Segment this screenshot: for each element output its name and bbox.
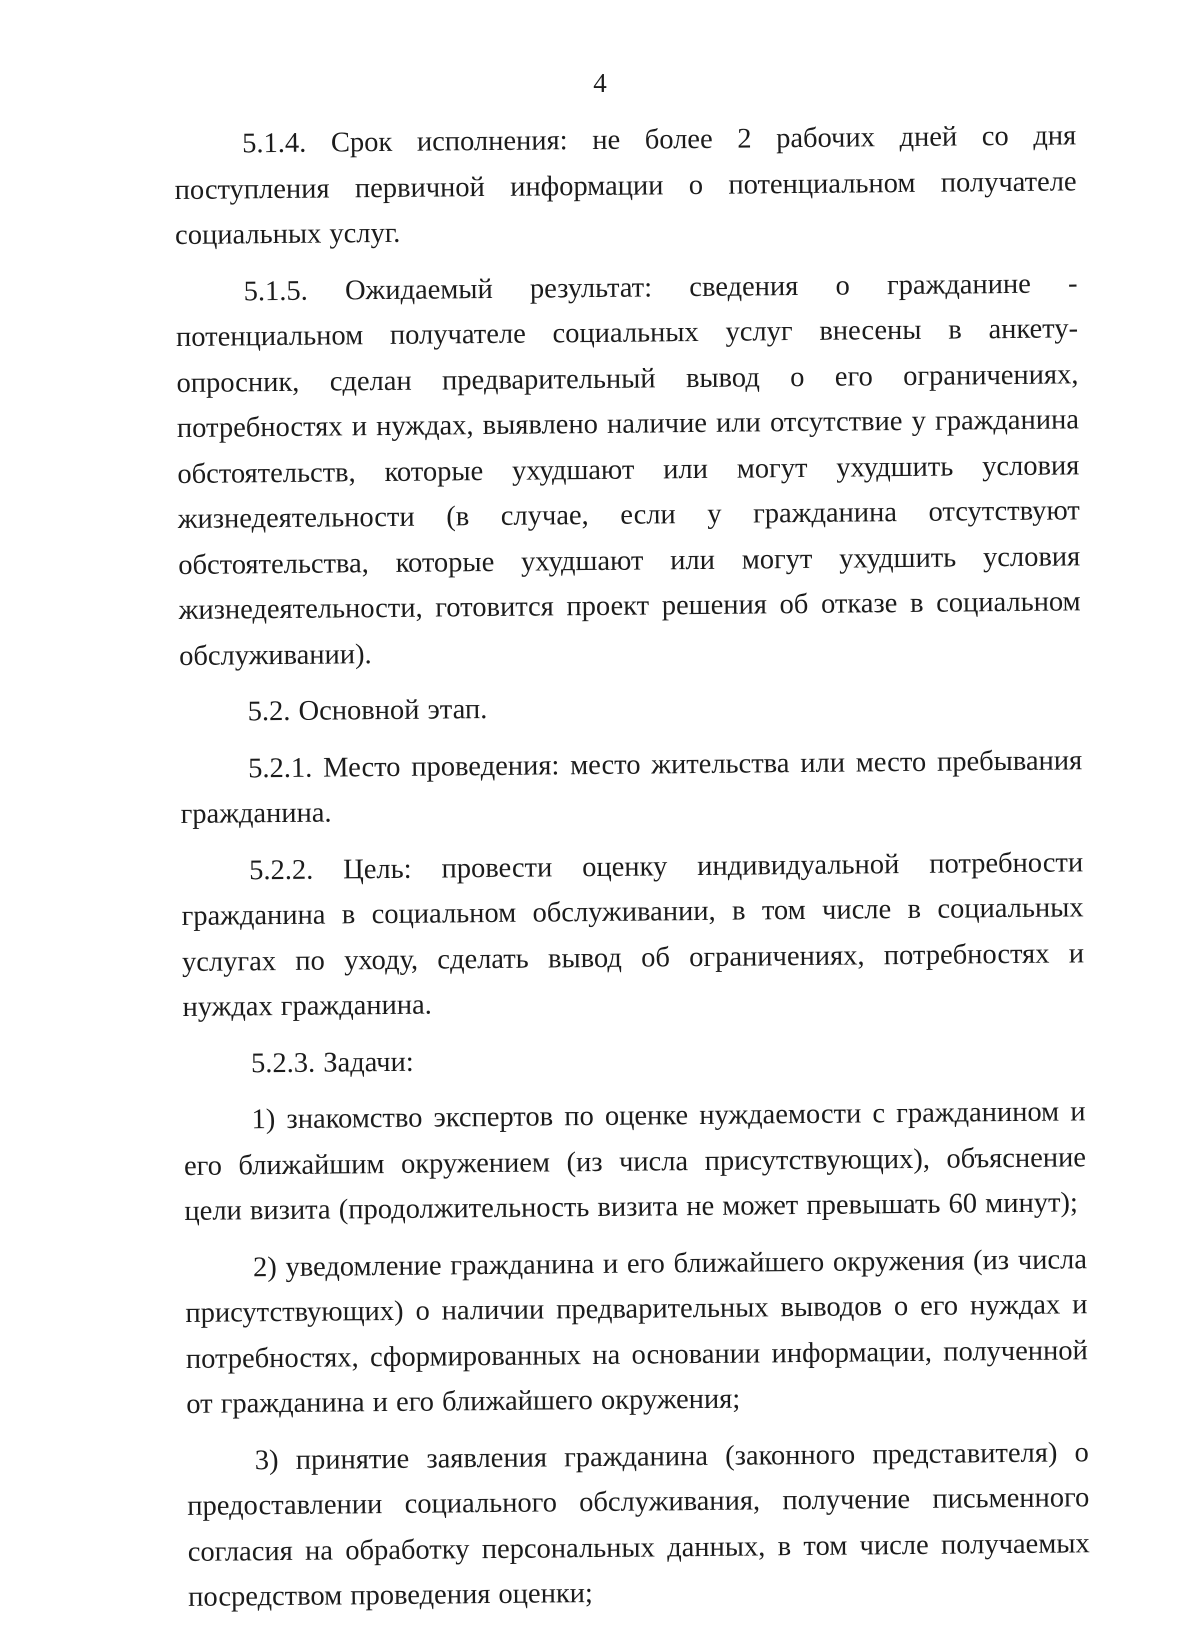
document-body bbox=[174, 113, 1090, 1620]
list-item-1: 1) знакомство экспертов по оценке нуждаемости с гражданином и его ближайшим окружением (из числа присутствующих), объяснение цели визита (продолжительность визита не может превышать 60 минут); bbox=[183, 1096, 1087, 1227]
paragraph-5-1-5: 5.1.5. Ожидаемый результат: сведения о гражданине - потенциальном получателе социальных услуг внесены в анкету-опросник, сделан предварительный вывод о его ограничениях, потребностях и нуждах, выявлено наличие или отсутствие у гражданина обстоятельств, которые ухудшают или могут ухудшить условия жизнедеятельности (в случае, если у гражданина отсутствуют обстоятельства, которые ухудшают или могут ухудшить условия жизнедеятельности, готовится проект решения об отказе в социальном обслуживании). bbox=[175, 267, 1081, 672]
list-item-3: 3) принятие заявления гражданина (законного представителя) о предоставлении социального обслуживания, получение письменного согласия на обработку персональных данных, в том числе получаемых посредством проведения оценки; bbox=[187, 1436, 1090, 1613]
paragraph-5-2-2: 5.2.2. Цель: провести оценку индивидуальной потребности гражданина в социальном обслуживании, в том числе в социальных услугах по уходу, сделать вывод об ограничениях, потребностях и нуждах гражданина. bbox=[181, 846, 1085, 1023]
page-number: 4 bbox=[593, 68, 607, 98]
paragraph-5-1-4: 5.1.4. Срок исполнения: не более 2 рабочих дней со дня поступления первичной информации о потенциальном получателе социальных услуг. bbox=[174, 120, 1077, 251]
paragraph-5-2-3: 5.2.3. Задачи: bbox=[250, 1046, 414, 1079]
paragraph-5-2-1: 5.2.1. Место проведения: место жительства или место пребывания гражданина. bbox=[180, 744, 1083, 830]
paragraph-5-2: 5.2. Основной этап. bbox=[247, 694, 488, 728]
list-item-2: 2) уведомление гражданина и его ближайшего окружения (из числа присутствующих) о наличии предварительных выводов о его нуждах и потребностях, сформированных на основании информации, полученной от гражданина и его ближайшего окружения; bbox=[185, 1243, 1088, 1420]
